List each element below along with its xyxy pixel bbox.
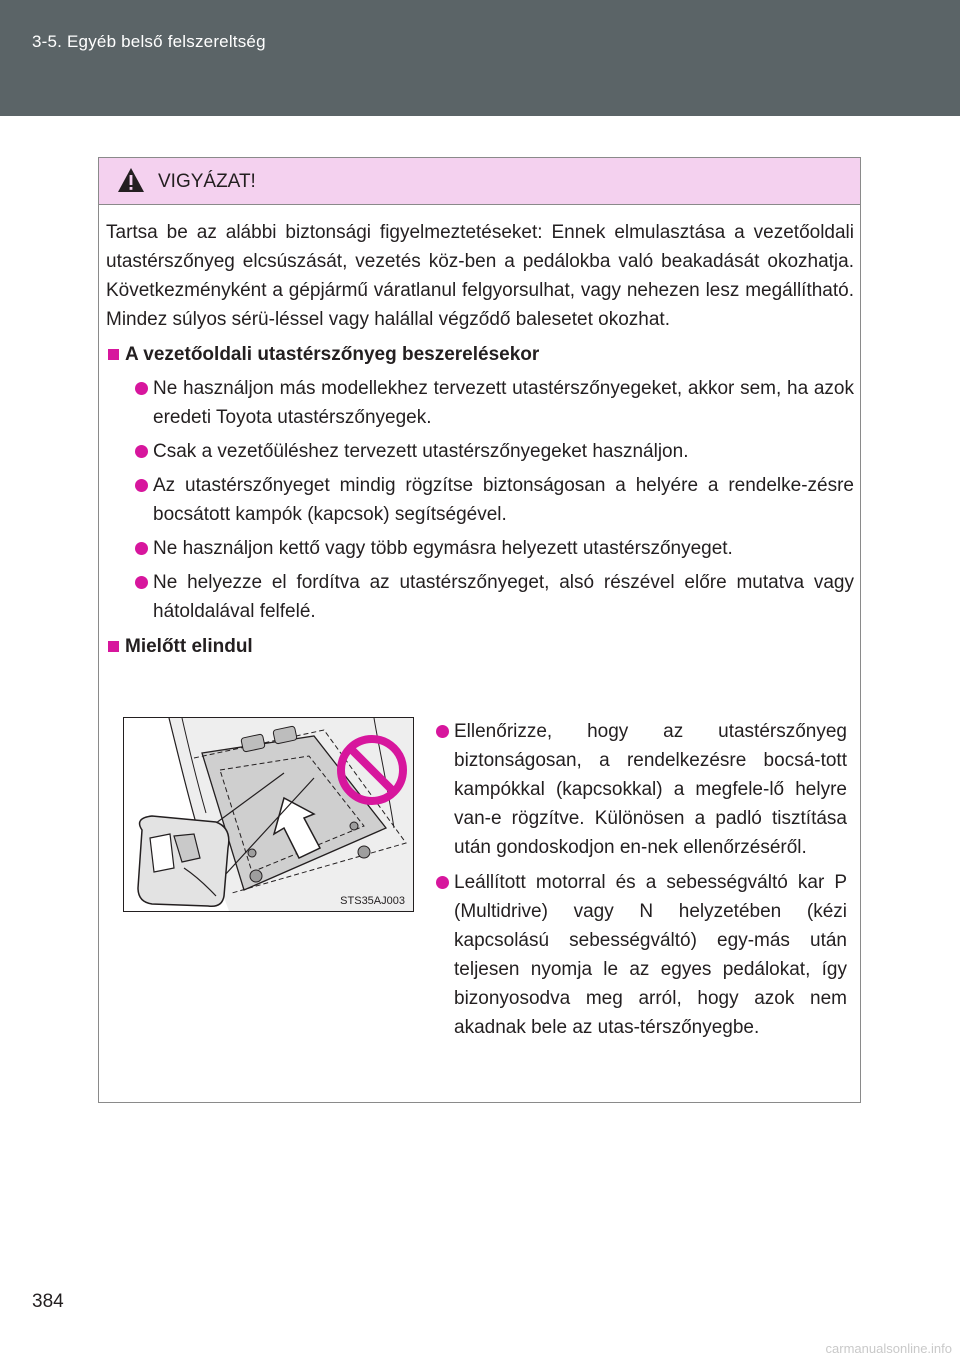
list-item-text: Ne használjon kettő vagy több egymásra helyezett utastérszőnyeget. <box>153 538 733 559</box>
floor-mat-illustration <box>123 717 414 912</box>
warning-triangle-icon <box>117 167 145 193</box>
bullet-dot-icon <box>135 576 148 589</box>
section-heading-text: Mielőtt elindul <box>125 636 253 657</box>
list-item-text: Ne helyezze el fordítva az utastérszőnyeget, alsó részével előre mutatva vagy hátoldalával felfelé. <box>153 572 854 622</box>
list-item-text: Ellenőrizze, hogy az utastérszőnyeg biztonságosan, a rendelkezésre bocsá-tott kampókkal (kapcsokkal) a megfele-lő helyre van-e rögzítve. Különösen a padló tisztítása után gondoskodjon en-nek ellenőrzéséről. <box>454 721 847 858</box>
figure-code: STS35AJ003 <box>340 895 405 907</box>
section-heading-install <box>106 340 854 369</box>
warning-header <box>99 158 860 205</box>
warning-intro: Tartsa be az alábbi biztonsági figyelmeztetéseket: Ennek elmulasztása a vezetőoldali utastérszőnyeg elcsúszását, vezetés köz-ben a pedálokba való beakadását okozhatja. Következményként a gépjármű váratlanul felgyorsulhat, vagy nehezen lesz megállítható. Mindez súlyos sérü-léssel vagy halállal végződő balesetet okozhat. <box>106 222 854 330</box>
section-heading-before-driving <box>106 632 854 661</box>
floor-mat-drawing <box>124 718 413 911</box>
header-bar <box>0 0 960 116</box>
bullet-dot-icon <box>135 445 148 458</box>
watermark: carmanualsonline.info <box>825 1341 952 1356</box>
list-item <box>106 437 854 466</box>
bullet-dot-icon <box>436 876 449 889</box>
warning-title: VIGYÁZAT! <box>158 171 256 192</box>
warning-content <box>106 218 854 661</box>
section-title: 3-5. Egyéb belső felszereltség <box>32 32 266 51</box>
list-item <box>106 374 854 432</box>
list-item-text: Leállított motorral és a sebességváltó kar P (Multidrive) vagy N helyzetében (kézi kapcsolású sebességváltó) egy-más után teljesen nyomja le az egyes pedálokat, így bizonyosodva meg arról, hogy azok nem akadnak bele az utas-térszőnyegbe. <box>454 872 847 1038</box>
list-item <box>106 534 854 563</box>
list-item <box>106 568 854 626</box>
list-item <box>106 471 854 529</box>
list-item-text: Ne használjon más modellekhez tervezett utastérszőnyegeket, akkor sem, ha azok eredeti Toyota utastérszőnyegek. <box>153 378 854 428</box>
bullet-dot-icon <box>436 725 449 738</box>
bullet-dot-icon <box>135 382 148 395</box>
square-bullet-icon <box>108 349 119 360</box>
list-item-text: Csak a vezetőüléshez tervezett utastérszőnyegeket használjon. <box>153 441 689 462</box>
page-number: 384 <box>32 1291 64 1312</box>
list-item-text: Az utastérszőnyeget mindig rögzítse biztonságosan a helyére a rendelke-zésre bocsátott kampók (kapcsok) segítségével. <box>153 475 854 525</box>
bullet-dot-icon <box>135 479 148 492</box>
list-item <box>436 868 847 1042</box>
list-item <box>436 717 847 862</box>
before-driving-list <box>436 711 847 1042</box>
section-heading-text: A vezetőoldali utastérszőnyeg beszerelésekor <box>125 344 540 365</box>
bullet-dot-icon <box>135 542 148 555</box>
square-bullet-icon <box>108 641 119 652</box>
